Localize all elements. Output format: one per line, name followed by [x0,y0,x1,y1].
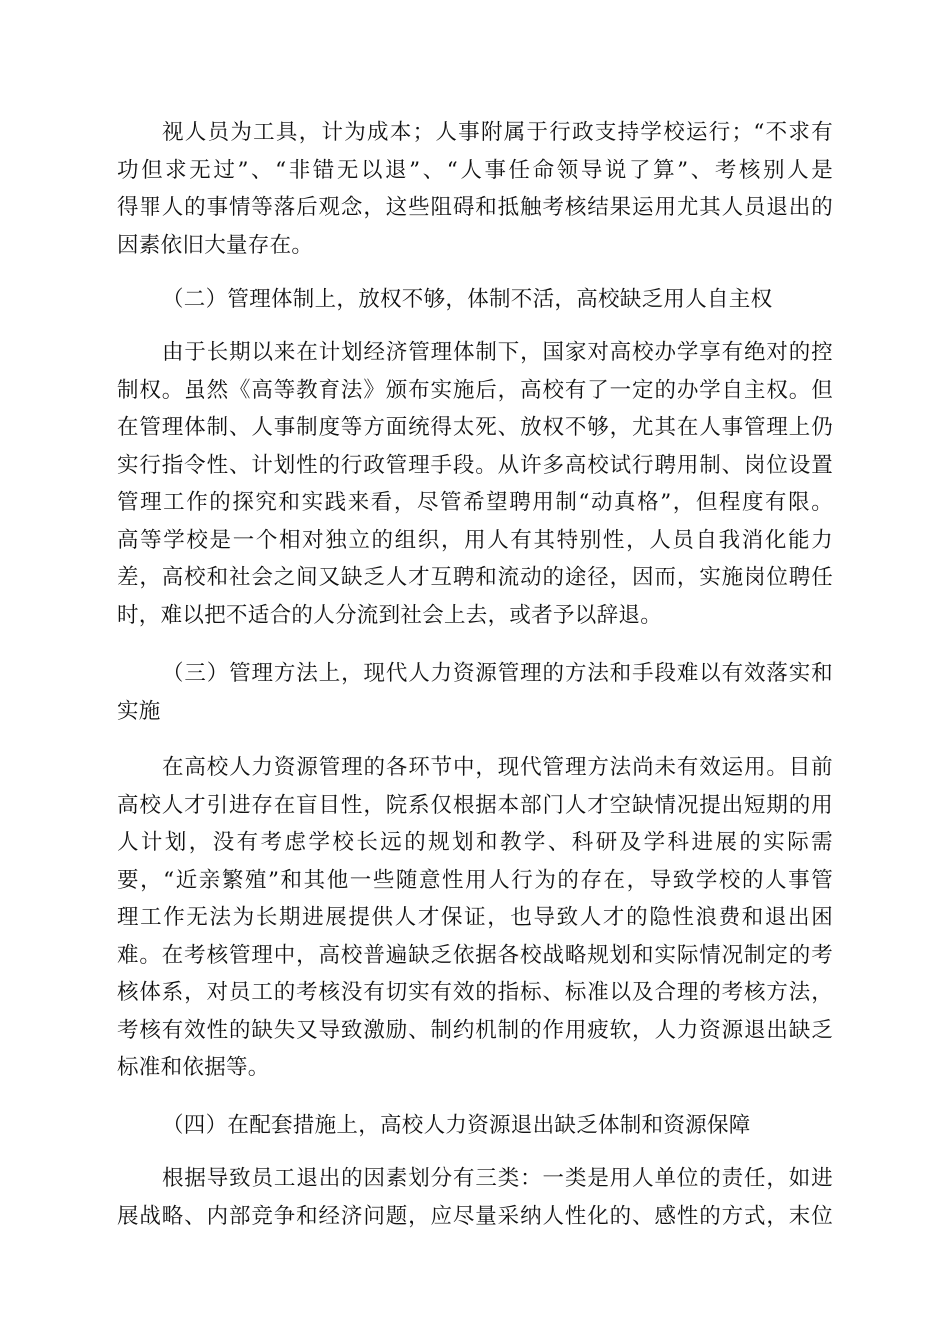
text-line: 要，“近亲繁殖”和其他一些随意性用人行为的存在，导致学校的人事管 [117,867,833,893]
text-line: 高等学校是一个相对独立的组织，用人有其特别性，人员自我消化能力 [117,527,833,553]
text-line: 理工作无法为长期进展提供人才保证，也导致人才的隐性浪费和退出困 [117,905,833,930]
heading-text: （二）管理体制上，放权不够，体制不活，高校缺乏用人自主权 [162,287,773,312]
text-line: 核体系，对员工的考核没有切实有效的指标、标准以及合理的考核方法， [117,980,833,1005]
text-line: 时，难以把不适合的人分流到社会上去，或者予以辞退。 [117,602,663,628]
paragraph-4 [117,1160,833,1235]
section-heading-4 [117,1107,833,1145]
paragraph-3 [117,749,833,1087]
text-line: 展战略、内部竞争和经济问题，应尽量采纳人性化的、感性的方式，末位 [117,1203,833,1229]
heading-text: （四）在配套措施上，高校人力资源退出缺乏体制和资源保障 [162,1113,751,1138]
text-line: 视人员为工具，计为成本；人事附属于行政支持学校运行；“不求有 [162,120,833,145]
paragraph-2 [117,334,833,634]
text-line: 难。在考核管理中，高校普遍缺乏依据各校战略规划和实际情况制定的考 [117,942,833,968]
heading-text: 实施 [117,698,161,724]
text-line: 管理工作的探究和实践来看，尽管希望聘用制“动真格”，但程度有限。 [117,490,833,515]
text-line: 得罪人的事情等落后观念，这些阻碍和抵触考核结果运用尤其人员退出的 [117,195,833,220]
text-line: 制权。虽然《高等教育法》颁布实施后，高校有了一定的办学自主权。但 [117,377,833,403]
section-heading-3 [117,655,833,730]
text-line: 根据导致员工退出的因素划分有三类：一类是用人单位的责任，如进 [162,1166,833,1191]
text-line: 考核有效性的缺失又导致激励、制约机制的作用疲软，人力资源退出缺乏 [117,1017,833,1043]
text-line: 在高校人力资源管理的各环节中，现代管理方法尚未有效运用。目前 [162,755,833,780]
text-line: 标准和依据等。 [117,1055,270,1080]
text-line: 在管理体制、人事制度等方面统得太死、放权不够，尤其在人事管理上仍 [117,415,833,440]
section-heading-2 [117,281,833,319]
heading-text: （三）管理方法上，现代人力资源管理的方法和手段难以有效落实和 [162,661,833,686]
text-line: 人计划，没有考虑学校长远的规划和教学、科研及学科进展的实际需 [117,830,833,855]
text-line: 差，高校和社会之间又缺乏人才互聘和流动的途径，因而，实施岗位聘任 [117,565,833,590]
text-line: 功但求无过”、“非错无以退”、“人事任命领导说了算”、考核别人是 [117,157,833,183]
text-line: 由于长期以来在计划经济管理体制下，国家对高校办学享有绝对的控 [162,340,833,365]
paragraph-1 [117,114,833,264]
text-line: 高校人才引进存在盲目性，院系仅根据本部门人才空缺情况提出短期的用 [117,792,833,818]
text-line: 因素依旧大量存在。 [117,232,314,258]
text-line: 实行指令性、计划性的行政管理手段。从许多高校试行聘用制、岗位设置 [117,452,833,478]
